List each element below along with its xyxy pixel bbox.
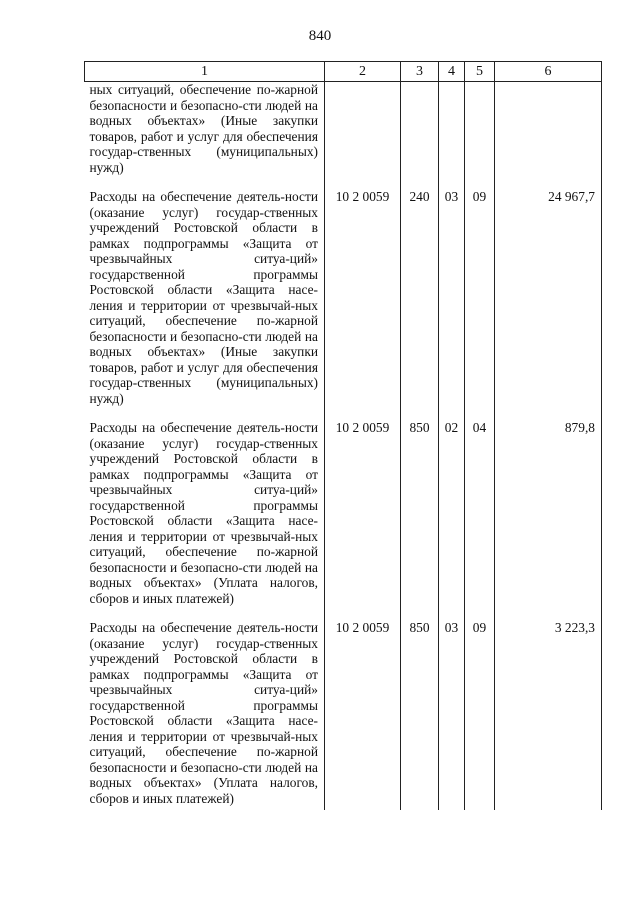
row-section: 03	[439, 610, 465, 810]
table-header-row	[85, 62, 602, 82]
row-amount: 3 223,3	[495, 610, 602, 810]
row-description: Расходы на обеспечение деятель-ности (оказание услуг) государ-ственных учреждений Ростовской области в рамках подпрограммы «Защита от чрезвычайных ситуа-ций» государственной программы Ростовской области «Защита насе-ления и территории от чрезвычай-ных ситуаций, обеспечение по-жарной безопасности и безопасно-сти людей на водных объектах» (Уплата налогов, сборов и иных платежей)	[89, 420, 318, 606]
row-expense-type: 850	[401, 610, 439, 810]
column-header-6: 6	[495, 62, 602, 82]
table-row	[85, 82, 602, 180]
row-target-article	[325, 82, 401, 180]
column-header-1: 1	[85, 62, 325, 82]
row-amount: 879,8	[495, 410, 602, 610]
row-section: 02	[439, 410, 465, 610]
row-target-article: 10 2 0059	[325, 410, 401, 610]
row-amount	[495, 82, 602, 180]
row-subsection	[465, 82, 495, 180]
row-description: ных ситуаций, обеспечение по-жарной безопасности и безопасно-сти людей на водных объектах» (Иные закупки товаров, работ и услуг для обеспечения государ-ственных (муниципальных) нужд)	[89, 82, 318, 175]
row-expense-type: 240	[401, 179, 439, 410]
row-expense-type: 850	[401, 410, 439, 610]
table-row	[85, 410, 602, 610]
row-description: Расходы на обеспечение деятель-ности (оказание услуг) государ-ственных учреждений Ростовской области в рамках подпрограммы «Защита от чрезвычайных ситуа-ций» государственной программы Ростовской области «Защита насе-ления и территории от чрезвычай-ных ситуаций, обеспечение по-жарной безопасности и безопасно-сти людей на водных объектах» (Иные закупки товаров, работ и услуг для обеспечения государ-ственных (муниципальных) нужд)	[89, 189, 318, 406]
table-row	[85, 179, 602, 410]
row-target-article: 10 2 0059	[325, 179, 401, 410]
row-section: 03	[439, 179, 465, 410]
budget-table	[84, 61, 602, 810]
row-expense-type	[401, 82, 439, 180]
page-number: 840	[308, 28, 332, 44]
column-header-3: 3	[401, 62, 439, 82]
row-section	[439, 82, 465, 180]
row-target-article: 10 2 0059	[325, 610, 401, 810]
row-subsection: 04	[465, 410, 495, 610]
table-row	[85, 610, 602, 810]
row-description: Расходы на обеспечение деятель-ности (оказание услуг) государ-ственных учреждений Ростовской области в рамках подпрограммы «Защита от чрезвычайных ситуа-ций» государственной программы Ростовской области «Защита насе-ления и территории от чрезвычай-ных ситуаций, обеспечение по-жарной безопасности и безопасно-сти людей на водных объектах» (Уплата налогов, сборов и иных платежей)	[89, 620, 318, 806]
row-amount: 24 967,7	[495, 179, 602, 410]
row-subsection: 09	[465, 179, 495, 410]
column-header-2: 2	[325, 62, 401, 82]
column-header-5: 5	[465, 62, 495, 82]
row-subsection: 09	[465, 610, 495, 810]
column-header-4: 4	[439, 62, 465, 82]
